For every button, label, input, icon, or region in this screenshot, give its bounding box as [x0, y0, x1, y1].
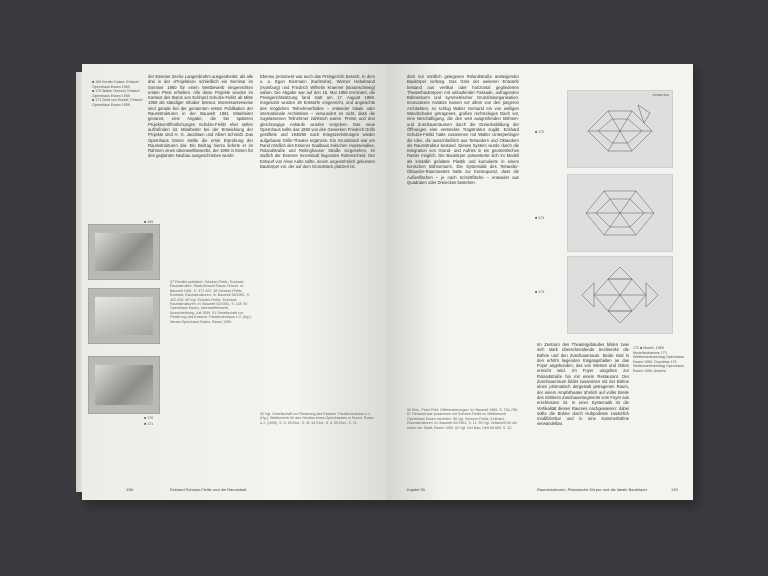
right-running-title: Raumstrukturen, Platonische Körper und die ideale Baukörper: [537, 487, 648, 492]
left-running-title: Eckhard Schulze-Fielitz und die Raumstadt: [170, 487, 247, 492]
left-footnotes-2: 52 Vgl. Gesellschaft zur Förderung des Essener Theaterneubaus e.V. (Hg.): Wettbewerb für den Neubau eines Opernhauses in Essen. Essen o.J. (1959), S. 3. 53 Ebd., S. 5f. 54 Ebd., S. 8. 55 Ebd., S. 11.: [260, 412, 374, 425]
right-margin-captions: 172 ■ Modell, 1959 Modellaufnahme 173 Wettbewerbsbeitrag Opernhaus Essen 1959, Grundriss 174 Wettbewerbsbeitrag Opernhaus Essen 1959, Ansicht: [633, 346, 684, 373]
diagram-caption: ISOMETRIE: [652, 93, 669, 97]
left-body-column-2: Ebenso prominent war auch das Preisgericht besetzt. In dem u. a. Egon Eiermann (Karlsruhe), Werner Hebebrand (Hamburg) und Friedrich Wilhelm Kraemer (Braunschweig) saßen. Die Abgabe war auf den 15. Mai 1959 terminiert, die Preisgerichtssitzung fand statt am 17. August 1959. Insgesamt wurden 39 Entwürfe eingereicht, und angesichts des möglichen Teilnehmerfeldes – entweder lokale oder internationale Architekten – verwundert es nicht, dass die zugelassenen Teilnehmer zahlreich waren. Preise und drei gleichrangige Ankäufe wurden vergeben. Das neue Opernhaus sollte das 1892 von den Gewerken Friedrich Grillo gestiftete und 1948/50 nach Kriegszerstörungen wieder aufgebaute Grillo-Theater ergänzen. Ein Grundstück war am Rand nördlich des Essener Saalbaus zwischen Huyssenallee, Rolandstraße und Reilinghauser Straße vorgesehen, im südlich der Essener Innenstadt liegenden Rottenscheid. Der Entwurf von Alvar Aalto sollte, einem ungewöhnlich gekurvten Baukörper vor, der auf dem Grundstück platziert ist.: [260, 74, 375, 170]
tetrahedral-diagram-2: [567, 174, 673, 252]
right-footnotes: 56 Ebd., Peter Pohl: Differenzierungen. In: Bauwelt 1959, S. 754-758. 57 Gersand war zusammen mit Schulze-Fielitz im Wettbewerb Opernhaus Essen vertreten. 58 Vgl. Schulze-Fielitz, Eckhard: Raumstrukturen. In: Bauwelt 52/1961, S. 11. 59 Vgl. Zeitschrift für die Kultur der Stadt, Essen 1959. 60 Vgl. Der Bau, Heft 6/1960, S. 32.: [407, 408, 518, 430]
right-page-number: 139: [671, 487, 678, 492]
right-body-column-2: Im Zentrum des Theatergebäudes bilden zwei sich stark überschneidende Sechsecke die Bühne und den Zuschauerraum. Beide sind in den erhöht liegenden Eingangshallen an das Foyer angebunden, das von Westen und Osten erreicht wird. Im Foyer umgeben zur Rolandstraße hin mit einem Restaurant. Der Zuschauerraum bildet zusammen mit der Bühne einen prismatisch dergestalt getragenen Raum, der einem Amphitheater ähnlich auf voller Breite des mittleren Zuschauersegments vom Foyer aus erschlossen ist. In einer Systematik ist die Vertikalität dieses Raumes nachgewiesen: dabei sollte die Bühne durch Hubpodeste zusätzlich modifizierbar und in eine Kammerbühne verwandelbar.: [537, 342, 629, 427]
diagram-1-lines: [568, 91, 672, 167]
right-body-column-1: dem nur nördlich gelegenen Rolandstraße ansteigender Baukörper verbarg. Das Gros der weiteren Entwürfe bestand aus vertikal oder horizontal gegliederten Theaterbaukörpern mit umlaufender Fassade, aufragenden Bühnenturm und symmetrischer Grundrissorganisation. Innovativere Ansätze kamen vor allem von den jüngeren Architekten, so schlug Walter Gersand ein von welligen Wandschalen getragenes, großes rechteckiges Dach vor, eine Beschäftigung, die den weit ausgreifenden Bühnen- und Zuschauerräumen durch die Dreiecksbildung der Öffnungen eine versteckte Tragstruktur zugibt. Eckhard Schulze-Fielitz hatte zusammen mit Walter Unterpertinger die Idee, die ausschließlich aus Tetraedern und Oktaedern als Raumstruktur bestand. Dieses System wurde durch die Integration von Grund- und Aufriss in ein geometrisches Raster möglich. Die Baukörper präsentierte sich im Modell als kristallin gefaltete Plastik und kumulierte in einem konischen Bühnenturm. Die Systematik des Tetraeder-Oktaeder-Raumrasters hatte zur Konsequenz, dass die Außenflächen – je nach Schnittfläche – entweder aus Quadraten oder Dreiecken bestehen.: [407, 74, 519, 185]
tetrahedral-diagram-1: [567, 90, 673, 168]
diagram-3-lines: [568, 257, 672, 333]
open-book: [82, 64, 693, 500]
right-page: [387, 64, 693, 500]
left-margin-note-169: ■ 169: [144, 220, 154, 224]
right-margin-note-173: ■ 173: [535, 216, 545, 220]
model-photo-2: [88, 288, 160, 344]
left-footnotes: 47 Parallel publiziert: Schulze-Fielitz, Eckhard: Raumstruktur; Stadt-Einwurf Raum-Tetroid. In: Bauwelt 1961, S. 377-397. 48 Schulze-Fielitz, Eckhard: Raumstrukturen. In: Bauwelt 36/1961, S. 422-425. 49 Vgl. Schulze-Fielitz, Eckhard: Raumstrukturen. In: Bauwelt 52/1961, S. 11ff. 50 Opernhaus Essen, Ideenwettbewerb, Ausschreibung. Juli 1959. 51 Gesellschaft zur Förderung des Essener Theaterneubaus e.V. (Hg.): Neues Opernhaus Essen. Essen 1959.: [170, 280, 252, 324]
right-margin-note-172: ■ 172: [535, 130, 545, 134]
diagram-2-lines: [568, 175, 672, 251]
model-photo-1: [88, 224, 160, 280]
left-margin-note-171: ■ 171: [144, 422, 154, 426]
left-margin-notes-top: ■ 169 Kerstin Kaiser, Entwurf Opernhaus Essen 1959 ■ 170 Walter Gerund, Entwurf Opernhaus Essen 1959 ■ 171 Gerd von Rudolf, Entwurf Opernhaus Essen 1959: [92, 80, 143, 107]
left-body-column-1: der Essener Zeche Langenbrahm ausgearbeitet, als alle drei in der «Projektion» schließlich ein Seminar im Sommer 1960 für einen Wettbewerb eingereichten ersten Preis erhielten. Alle diese Projekte wurden im Kontext des Büros von Eckhard Schulze-Fielitz ab Mitte 1959 als ständiger Inhaber betreut. Interessanterweise sind gerade bei der genannten ersten Publikation der Raumstrukturen in der Bauwelt 1961 Mitarbeiter genannt, eine Angabe, die bei späteren Projektveröffentlichungen Schulze-Fielitz eher selten aufzufinden ist. Mitarbeiter bei der Entwicklung der Projekte sind H. G. Jacobsen und Albert Schmidt. Das Opernhaus Essen stellte die erste Erprobung der Raumstrukturen dar. Ein Beitrag hierzu lieferte er im Rahmen eines Ideenwettbewerbs, der 1959 in Essen für den geplanten Neubau ausgeschrieben wurde.: [148, 74, 253, 159]
left-page: [82, 64, 387, 500]
left-margin-note-170: ■ 170: [144, 416, 154, 420]
right-margin-note-174: ■ 174: [535, 290, 545, 294]
model-photo-3: [88, 356, 160, 414]
tetrahedral-diagram-3: [567, 256, 673, 334]
right-chapter-label: Kapitel 05: [407, 487, 425, 492]
left-page-number: 138: [126, 487, 133, 492]
